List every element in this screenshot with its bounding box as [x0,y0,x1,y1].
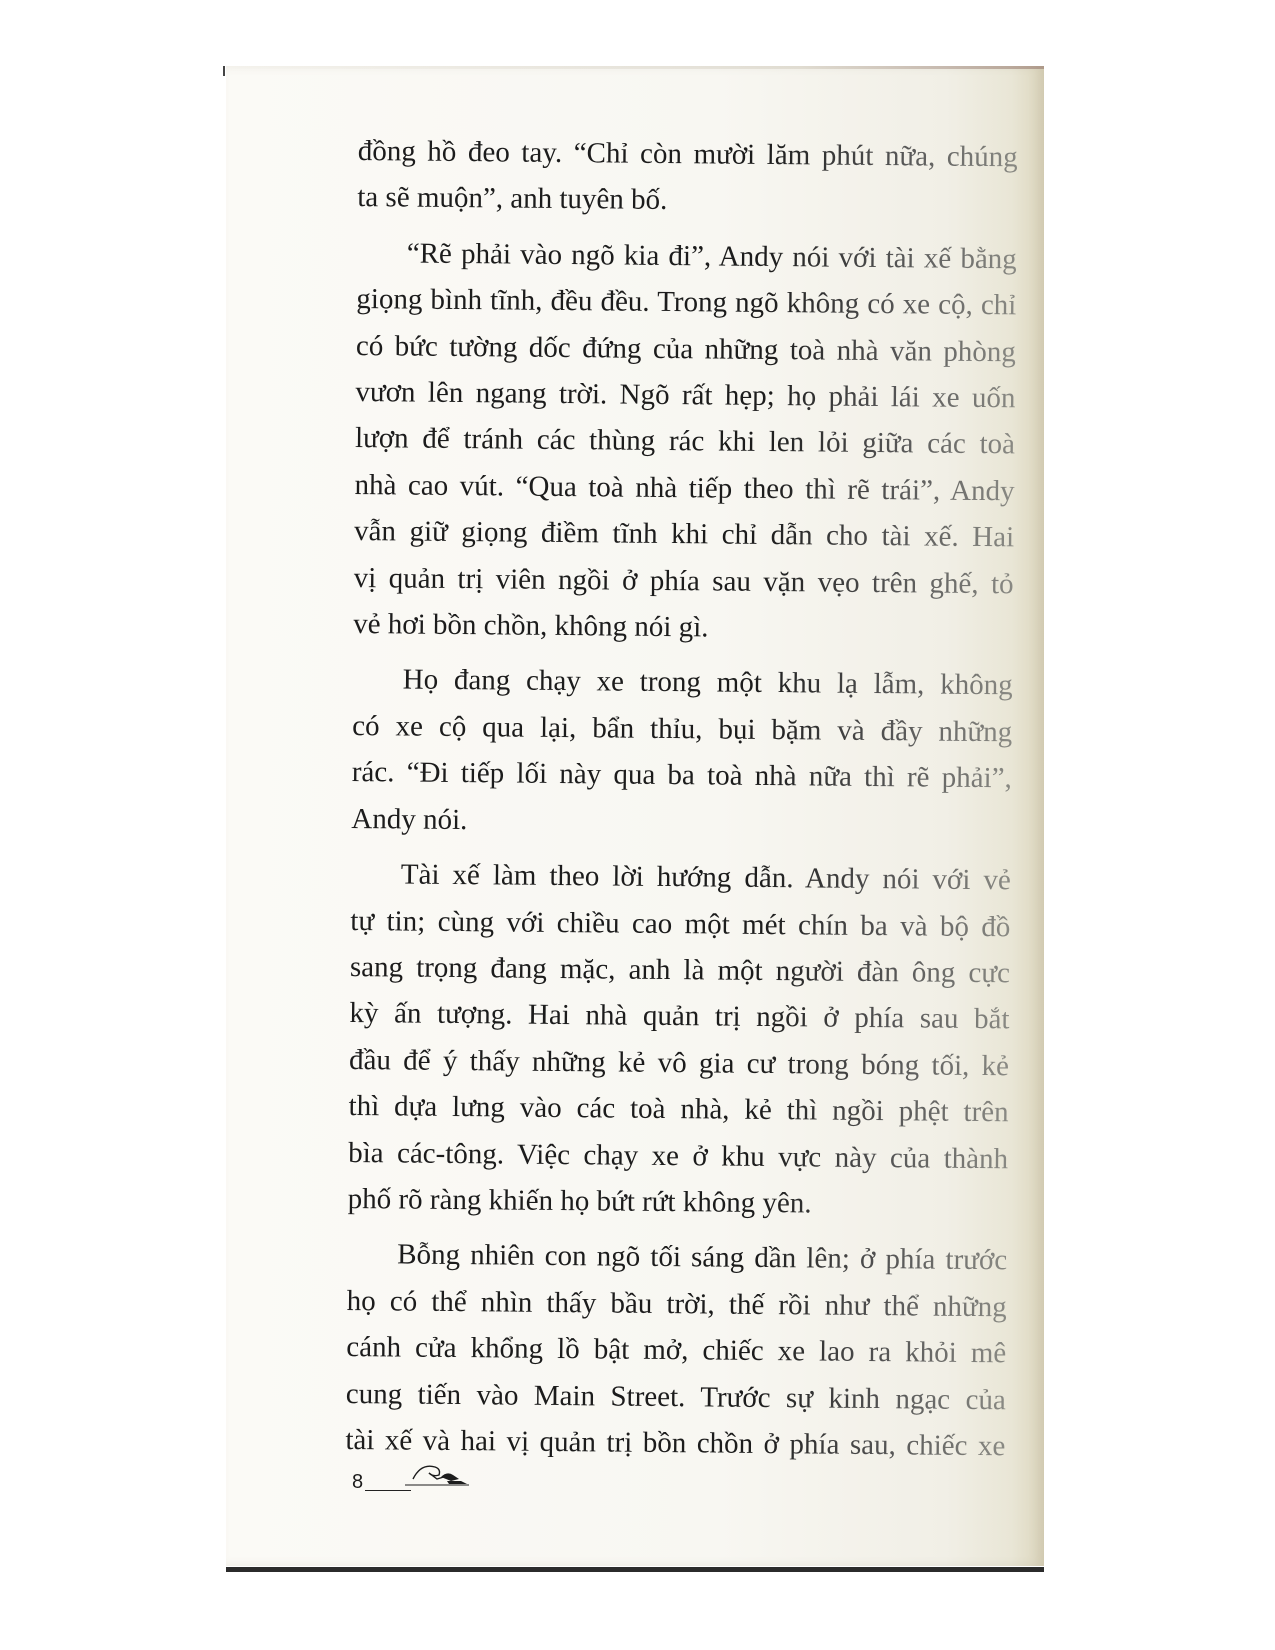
text-line: tự tin; cùng với chiều cao một mét chín ba và bộ đồ [350,897,1010,950]
text-line: sang trọng đang mặc, anh là một người đàn ông cực [350,944,1010,997]
text-line: nhà cao vút. “Qua toà nhà tiếp theo thì rẽ trái”, Andy [354,462,1014,515]
text-line: giọng bình tĩnh, đều đều. Trong ngõ không có xe cộ, chỉ [356,276,1016,329]
text-line: cánh cửa khổng lồ bật mở, chiếc xe lao ra khỏi mê [346,1324,1006,1377]
text-line: ta sẽ muộn”, anh tuyên bố. [357,174,1017,227]
text-line: họ có thể nhìn thấy bầu trời, thế rồi như thể những [347,1278,1007,1331]
text-line: lượn để tránh các thùng rác khi len lỏi giữa các toà [355,415,1015,468]
text-line: vẻ hơi bồn chồn, không nói gì. [353,601,1013,654]
page-top-edge [226,66,1044,69]
paragraph [351,656,1013,848]
text-line: tài xế và hai vị quản trị bồn chồn ở phía sau, chiếc xe [345,1417,1005,1470]
text-line: bìa các-tông. Việc chạy xe ở khu vực này của thành [348,1129,1008,1182]
text-line: đầu để ý thấy những kẻ vô gia cư trong bóng tối, kẻ [349,1037,1009,1090]
text-line: kỳ ấn tượng. Hai nhà quản trị ngồi ở phía sau bắt [349,990,1009,1043]
text-line: Andy nói. [351,796,1011,849]
page-number: 8 [352,1471,364,1493]
scan-bottom-edge [226,1567,1044,1572]
scan-corner-mark [223,66,225,76]
text-line: có bức tường dốc đứng của những toà nhà văn phòng [356,323,1016,376]
paragraph [353,230,1017,654]
running-figure-ornament-icon [403,1459,471,1494]
text-line: “Rẽ phải vào ngõ kia đi”, Andy nói với tài xế bằng [357,230,1017,283]
text-line: vẫn giữ giọng điềm tĩnh khi chỉ dẫn cho tài xế. Hai [354,508,1014,561]
text-line: vươn lên ngang trời. Ngõ rất hẹp; họ phải lái xe uốn [355,369,1015,422]
text-line: phố rõ ràng khiến họ bứt rứt không yên. [347,1176,1007,1229]
paragraph [345,1231,1007,1469]
page-footer [352,1452,471,1492]
text-line: thì dựa lưng vào các toà nhà, kẻ thì ngồi phệt trên [348,1083,1008,1136]
text-line: đồng hồ đeo tay. “Chỉ còn mười lăm phút nữa, chúng [358,128,1018,181]
body-text [345,128,1018,1479]
text-line: Tài xế làm theo lời hướng dẫn. Andy nói với vẻ [351,851,1011,904]
text-line: Bỗng nhiên con ngõ tối sáng dần lên; ở phía trước [347,1231,1007,1284]
text-line: vị quản trị viên ngồi ở phía sau vặn vẹo trên ghế, tỏ [353,555,1013,608]
paragraph [357,128,1018,227]
text-line: Họ đang chạy xe trong một khu lạ lẫm, không [352,656,1012,709]
paragraph [347,851,1011,1229]
text-line: rác. “Đi tiếp lối này qua ba toà nhà nữa thì rẽ phải”, [352,749,1012,802]
text-line: cung tiến vào Main Street. Trước sự kinh ngạc của [346,1371,1006,1424]
text-line: có xe cộ qua lại, bẩn thỉu, bụi bặm và đầy những [352,703,1012,756]
